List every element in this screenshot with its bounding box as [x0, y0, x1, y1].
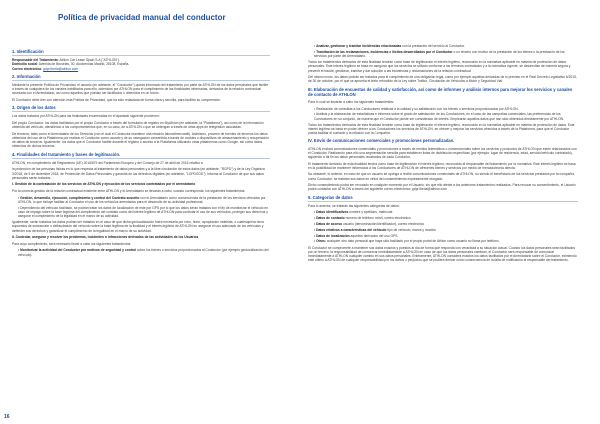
list-item: • Datos relativos a características del vehículo tipo de vehículo, marca y modelo — [314, 228, 578, 232]
bullet-list — [12, 196, 270, 219]
paragraph: Por la correcta gestión de la relación contractual existente entre ATHLON y el Arrendatario se llevarán a cabo, cuando corresponda, los siguientes tratamientos: — [12, 189, 246, 194]
paragraph: ATHLON, en cumplimiento del Reglamento (UE) 2016/679 del Parlamento Europeo y del Consejo de 27 de abril de 2016 relativo a — [12, 160, 203, 165]
section-heading-origen: 3. Origen de los datos — [12, 105, 270, 112]
list-item: • Datos de contacto número de teléfono móvil, correo electrónico — [314, 216, 578, 220]
list-item: • Otros: cualquier otro dato personal que haya sido facilitado por el propio portal de Athlon como usuario no llama por teléfono. — [314, 239, 578, 243]
section-heading-informacion: 2. Información — [12, 74, 270, 81]
bullet-list — [12, 248, 270, 256]
subsection-heading: II. Controlar, asegurar y resolver los problemas, incidentes o infracciones derivados de las actividades de los Usuarios — [12, 235, 199, 240]
section-heading-finalidades: 4. Finalidades del tratamiento y bases de legitimación. — [12, 152, 270, 159]
list-item: • Datos de localización aquellos derivados del uso GPS — [314, 234, 578, 238]
subsection-heading: I. Gestión de la contratación de los servicios de ATHLON y ejecución de los servicios contratados por el arrendatario — [12, 182, 196, 187]
section-heading-identificacion: 1. Identificación — [12, 49, 270, 56]
paragraph: Responsable del Tratamiento: Athlon Car Lease Spain S.A ("ATHLON"). Domicilio social: Avenida de Bruselas, 30, Alcobendas Madrid, 28108, España. Correo electrónico: gdpr.iberia@athlon.com — [12, 58, 130, 71]
section-heading-categorias: 5. Categorías de datos — [308, 195, 578, 202]
paragraph: El Conductor debe leer con atención esta Política de Privacidad, que ha sido redactada de forma clara y sencilla, para facilitar su comprensión. — [12, 98, 221, 103]
right-column — [308, 44, 578, 265]
paragraph: Mediante la presente Política de Privacidad, el usuario (en adelante, el "Conductor") queda informado del tratamiento por parte de ATHLON de los datos personales que facilite a través de cualquiera de los canales habilitados para ello, obtenidos por ATHLON para el cumplimiento de las finalidades informadas, derivados de la relación contractual acordada con el Arrendatario, así como aquellos que puedan ser facilitados u obtenidos en un futuro. — [12, 83, 269, 96]
paragraph: Para lo cual se llevarán a cabo los siguientes tratamientos: — [308, 100, 394, 105]
paragraph: ATHLON enviará comunicaciones comerciales y promociones a través de medios telemáticos o convencionales sobre los servicios y productos de ATHLON que estén relacionados con el Conductor. Realizando para ello una segmentación sencilla para establecer listas de distribución específicas (por ejemplo: lugar de residencia, edad, servicio/vehículo contratado), siguiendo a tal fin los datos personales recabados de cada Conductor. — [308, 146, 577, 160]
list-item: • Datos de acceso usuario (denominación/identificador), correo electrónico — [314, 222, 578, 226]
subsection-heading: III. Elaboración de encuestas de calidad y satisfacción, así como de informes y análisis internos para mejorar los servicios y canales de contacto de ATHLON — [308, 86, 573, 97]
bullet-list — [308, 44, 578, 58]
paragraph: la protección de las personas físicas en lo que respecta al tratamiento de datos personales y a la libre circulación de estos datos (en adelante, "RGPD") y de la Ley Orgánica 3/2018, de 5 de diciembre 2018, de Protección de Datos Personales y garantía de los derechos digitales (en adelante, "LOPDGDD"), informa al Conductor de que sus datos personales serán tratados: — [12, 167, 265, 180]
paragraph: No obstante, lo anterior, en caso de que un usuario se oponga a recibir comunicaciones comerciales de ATHLON, no siendo el beneficiario de los servicios prestados por la compañía como Conductor, se tratarán sus datos en virtud del consentimiento expresamente otorgado. — [308, 172, 575, 181]
paragraph: Para lo anterior, se tratarán las siguientes categorías de datos: — [308, 203, 400, 208]
paragraph: Del mismo modo, los datos podrán ser tratados para el cumplimiento de una obligación legal, como por ejemplo aquellas derivadas de lo previsto en el Real Decreto Legislativo 6/2015, de 30 de octubre, por el que se aprueba el texto refundido de la Ley sobre Tráfico, Circulación de Vehículos a Motor y Seguridad Vial. — [308, 75, 577, 84]
page-number: 16 — [4, 414, 10, 420]
subsection-heading: IV. Envío de comunicaciones comerciales y promociones personalizadas. — [308, 138, 455, 144]
paragraph: Dicho consentimiento podrá ser revocado en cualquier momento por el Usuario, sin que ello afecte a los anteriores tratamientos realizados. Para revocar su consentimiento, el Usuario podrá contactar con ATHLON a través del siguiente correo electrónico: gdpr.iberia@athlon.com — [308, 183, 576, 192]
paragraph: Para cuyo cumplimiento, será necesario llevar a cabo los siguientes tratamientos: — [12, 241, 132, 246]
list-item: • Datos identificativos nombre y apellidos, matrícula — [314, 210, 578, 214]
list-item: • Dependiendo del vehículo facilitado, se podrán tratar los datos de localización de este por GPS por lo que los datos serán tratados con el fin de monitorizar el vehículo en caso de impago sobre la base legítima del cumplimiento del contrato como del interés legítimo de ATHLON para controlar el uso de sus vehículos, proteger sus derechos y asegurar el cumplimiento de la legalidad en el marco de su actividad. — [18, 206, 270, 219]
list-item: • Analizar, gestionar y tramitar incidencias relacionadas con la prestación del servicio al Conductor. — [314, 44, 578, 48]
list-item: • Monitorizar la actividad del Conductor por motivos de seguridad y control sobre los bienes o servicios proporcionados al Conductor (por ejemplo geolocalización del vehículo). — [18, 248, 270, 256]
paragraph: Los datos tratados por ATHLON para las finalidades enumeradas en el apartado siguiente provienen: — [12, 114, 160, 119]
list-item: • Gestión, desarrollo, ejecución, cumplimiento y control del Contrato suscrito con el Arrendatario como consecuencia de la prestación de los servicios ofrecidos por ATHLON, lo que incluye facilitar al Conductor el uso de los vehículos arrendados para el desarrollo de su actividad profesional. — [18, 196, 270, 204]
bullet-list — [308, 107, 578, 121]
left-column — [12, 46, 270, 259]
email-link[interactable]: gdpr.iberia@athlon.com — [43, 66, 79, 71]
paragraph: Todos los tratamientos derivados de esta finalidad tendrán como base de legitimación el interés legítimo, reconocido en la normativa aplicable en materia de protección de datos. Este interés legítimo se basa en poder ofrecer a los Conductores los servicios de ATHLON, en ofrecer y mejorar los servicios ofrecidos a través de la Plataforma, para que el Conductor pueda facilitar el contacto y la relación con la Compañía. — [308, 122, 575, 136]
bullet-list — [308, 210, 578, 243]
list-item: • Realización de consultas a los Conductores relativas a la calidad y su satisfacción con los bienes o servicios proporcionados por ATHLON. — [314, 107, 578, 111]
paragraph: Todos los tratamientos derivados de esta finalidad tendrán como base de legitimación el interés legítimo, reconocido en la normativa aplicable en materia de protección de datos personales. Este interés legítimo se basa en asegurar que los servicios se utilizan conforme a los términos contratados y a la normativa vigente, se desarrollan de manera segura y prevenir el fraude, gestionar, tramitar y dar solución a las incidencias y reclamaciones de la relación contractual. — [308, 60, 571, 73]
paragraph: De terceros: tales como el Arrendatario de los Servicios (con el cual el Conductor mantiene una relación laboral/mercantil). Asimismo, proveen de fuentes de terceros los datos obtenidos del uso de la Plataforma por realizar el Conductor como usuario y de su navegación consentida a través de cookies o dispositivos de almacenamiento y recuperación de datos de terceros. Igualmente, los datos que el Conductor facilite durante el registro o acceso a la Plataforma utilizando otras plataformas como Google, así como datos obtenidos de dichos terceros. — [12, 131, 269, 149]
paragraph: El tratamiento derivado de esta finalidad tendrá como base de legitimación el interés legítimo, reconocido al responsable del tratamiento por la normativa. Este interés legítimo se basa en la posibilidad de mantener informados a los Conductores de ATHLON de ofrecerles bienes y servicios por medio de mercadotecnia directa. — [308, 161, 576, 170]
list-item: • Análisis y la elaboración de estadísticas e informes sobre el grado de satisfacción de los Conductores, en el caso de las campañas comerciales, las preferencias de los Conductores en su conjunto, de manera que el Conductor puede ser considerado de interés. Emplearán aquellos datos que han sido obtenidos directamente por ATHLON. — [314, 112, 578, 120]
page-title: Política de privacidad manual del conductor — [58, 13, 226, 22]
paragraph: El Conductor se compromete a mantener sus datos exactos y puestos al día de forma que responda con veracidad a su situación actual. Cuando los datos personales sean facilitados por un tercero, la responsabilidad de comunicar inmediatamente a ATHLON en caso de que los datos personales cambian, el Conductor será responsable de comunicar inmediatamente a ATHLON cualquier cambio en sus datos personales. Enteramente, ATHLON considera exactos los datos facilitados por el Arrendatario sobre el Conductor, eximiendo este último a ATHLON de cualquier responsabilidad por los daños o perjuicios que se pudiera derivar como consecuencia de la falta de notificación al responsable del tratamiento. — [308, 245, 577, 263]
paragraph: Igualmente, serán tratados los datos podrán ser tratados en el caso de que dicha geolocalización fuera necesaria por robo, hurto, apropiación indebida, o cualesquiera otros supuestos de sustracción o defraudación del vehículo sobre la base legítima de la finalidad y el interés legítimo de ATHLON en asegurar el uso adecuado de los vehículos y defender sus derechos y garantizar el cumplimiento de la legalidad en el marco de su actividad. — [12, 220, 265, 233]
list-item: • Tramitación de las reclamaciones, incidencias e ilícitos desarrollados por el Conductor o un tercero con motivo de la prestación de los bienes o la prestación de los servicios por parte del Arrendatario. — [314, 50, 578, 58]
paragraph: Del propio Conductor: los datos facilitados por el propio Conductor a través del formulario de registro en MyAthlon (en adelante, la "Plataforma"), así como de la información obtenida del vehículo, atendiendo a los comportamientos que, en su caso, de a ATHLON o que se obtengan a través de otras apps de telegestión asociadas. — [12, 121, 264, 130]
